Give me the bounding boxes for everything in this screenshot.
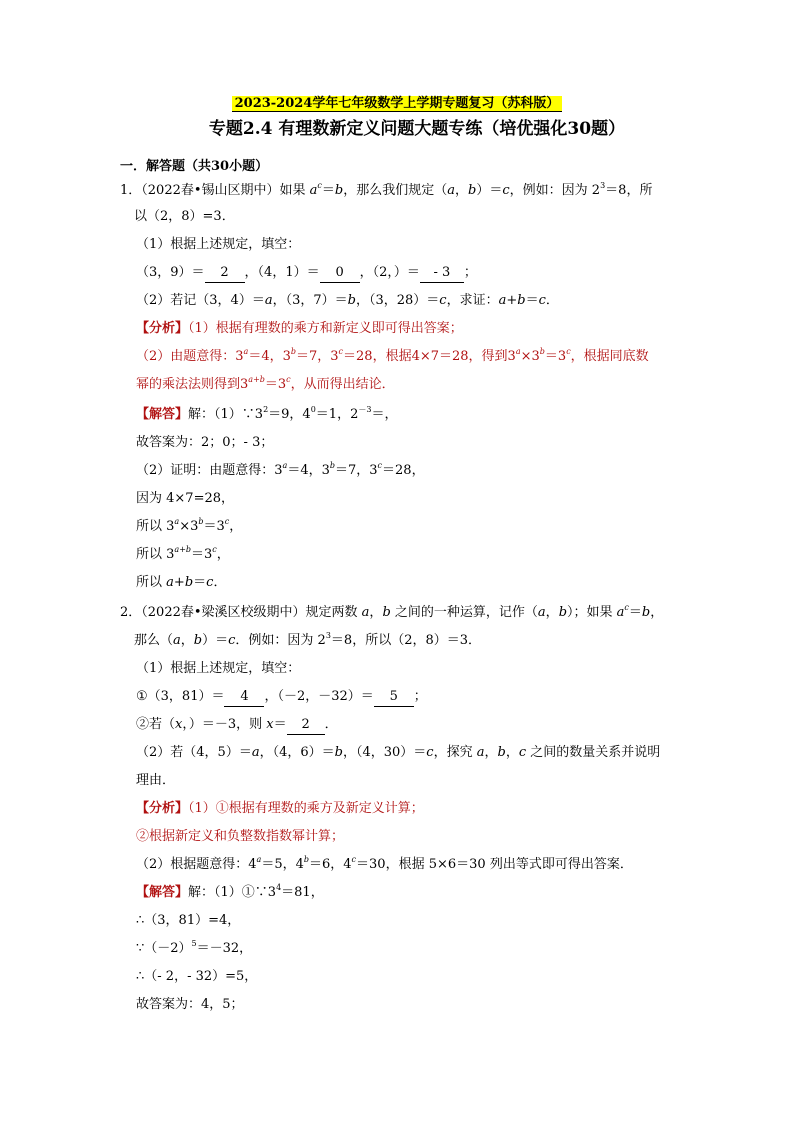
- q2-solution-5: 故答案为：4，5；: [136, 997, 244, 1012]
- q1-answer-2: 0: [320, 264, 360, 283]
- q1-line-1: 1．（2022春•锡山区期中）如果 $a^c=b$，那么我们规定（a，b）＝c，例如：因为 $2^3=8$，所: [120, 181, 653, 198]
- q2-solution-4: ∴（- 2，- 32）=5，: [136, 969, 258, 984]
- q1-analysis-1: 【分析】（1）根据有理数的乘方和新定义即可得出答案；: [136, 321, 463, 336]
- q2-solution-3: $\because(-2)^5=-32$，: [136, 939, 253, 956]
- series-header: 2023-2024学年七年级数学上学期专题复习（苏科版）: [0, 95, 794, 113]
- q1-line-5: （2）若记（3，4）＝a，（3，7）＝b，（3，28）＝c，求证：a+b＝c．: [136, 293, 559, 308]
- section-heading: 一．解答题（共30小题）: [120, 159, 269, 174]
- q1-solution-1: 【解答】解：$(1)\because 3^2=9$，$4^0=1$，$2^{-3}=$，: [136, 405, 398, 422]
- q2-analysis-1: 【分析】（1）①根据有理数的乘方及新定义计算；: [136, 801, 424, 816]
- q2-analysis-2: ②根据新定义和负整数指数幂计算；: [136, 829, 345, 844]
- q2-solution-2: ∴（3，81）=4，: [136, 913, 241, 928]
- q1-solution-5: 所以 $3^a\times 3^b=3^c$，: [136, 517, 243, 534]
- q2-line-2: 那么（a，b）＝c．例如：因为 $2^3=8$，所以（2，8）＝3．: [134, 631, 482, 648]
- q1-fill-line: （3，9）＝ 2 ，（4，1）＝ 0 ，（2，）＝ - 3 ；: [136, 264, 477, 283]
- q1-analysis-2: （2）由题意得：$3^a=4$，$3^b=7$，$3^c=28$，根据4×7＝28，得到$3^a\times 3^b=3^c$，根据同底数: [136, 347, 649, 364]
- q2-fill-line-2: ②若（x，）＝－3，则 x＝ 2 ．: [136, 716, 338, 735]
- q1-line-2: 以（2，8）=3．: [134, 209, 235, 224]
- q1-solution-3: （2）证明：由题意得：$3^a=4$，$3^b=7$，$3^c=28$，: [136, 461, 425, 478]
- q2-line-1: 2．（2022春•梁溪区校级期中）规定两数 a，b 之间的一种运算，记作（a，b）；如果 $a^c=b$，: [120, 603, 664, 620]
- q1-solution-6: 所以 $3^{a+b}=3^c$，: [136, 545, 230, 562]
- q2-answer-1: 4: [224, 688, 264, 707]
- q2-line-6: （2）若（4，5）＝a，（4，6）＝b，（4，30）＝c，探究 a，b，c 之间的数量关系并说明: [136, 745, 661, 760]
- q2-answer-3: 2: [287, 716, 325, 735]
- q1-solution-4: 因为 4×7=28，: [136, 491, 235, 506]
- page-title: 专题2.4 有理数新定义问题大题专练（培优强化30题）: [208, 119, 626, 139]
- q1-solution-7: 所以 a+b＝c．: [136, 575, 227, 590]
- q2-line-7: 理由．: [136, 773, 176, 788]
- q1-solution-2: 故答案为：2；0；- 3；: [136, 435, 274, 450]
- q2-line-3: （1）根据上述规定，填空：: [136, 661, 301, 676]
- q1-answer-3: - 3: [420, 264, 464, 283]
- q2-solution-1: 【解答】解：$(1)①\because 3^4=81$，: [136, 883, 324, 900]
- q2-fill-line-1: ①（3，81）＝ 4 ，（－2，－32）＝ 5 ；: [136, 688, 427, 707]
- q1-analysis-3: 幂的乘法法则得到$3^{a+b}=3^c$，从而得出结论．: [136, 375, 395, 392]
- q2-answer-2: 5: [374, 688, 414, 707]
- q1-answer-1: 2: [205, 264, 245, 283]
- q2-analysis-3: （2）根据题意得：$4^a=5$，$4^b=6$，$4^c=30$，根据 5×6＝30 列出等式即可得出答案．: [136, 855, 633, 872]
- q1-line-3: （1）根据上述规定，填空：: [136, 237, 301, 252]
